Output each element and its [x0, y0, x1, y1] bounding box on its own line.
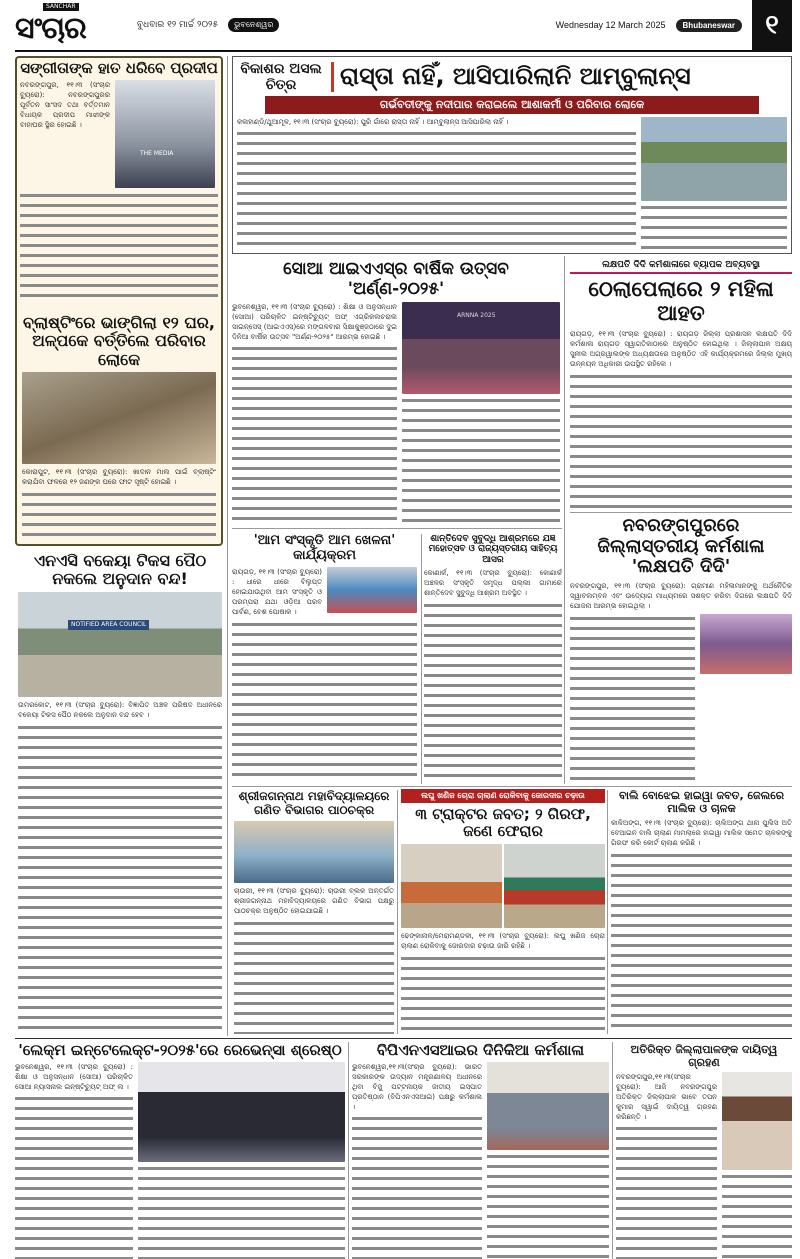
page-number: ୧	[752, 0, 792, 50]
story-khelana	[232, 534, 417, 782]
photo-bpnsa-workshop	[487, 1062, 609, 1150]
date-english: Wednesday 12 March 2025	[555, 20, 666, 30]
city-english-badge: Bhubaneswar	[676, 19, 742, 32]
photo-couple	[115, 80, 215, 188]
story-soa	[232, 260, 560, 524]
photo-nac-office	[18, 592, 222, 697]
date-odia: ବୁଧବାର ୧୨ ମାର୍ଚ୍ଚ ୨୦୨୫	[137, 20, 219, 30]
headline-khelana: 'ଆମ ସଂସ୍କୃତି ଆମ ଖେଳନା' କାର୍ଯ୍ୟକ୍ରମ	[253, 534, 396, 563]
body-text-lines	[611, 851, 792, 1034]
photo-jagannath-seminar	[234, 821, 394, 883]
body-thelapela: ରାୟଗଡ଼, ୧୧।୩ (ସଂଚାର ବ୍ୟୁରୋ) : ରାୟଗଡ଼ ଜିଲ୍ଲା ପ୍ରଶାସନ ଲକ୍ଷପତି ଦିଦି କର୍ମଶାଳା ରାୟଗଡ଼ ସ୍ୱାଗତିକାଠାରେ ଅନୁଷ୍ଠିତ ହୋଇଥିଲା । ଜିଲ୍ଲାପାଳ ଅକ୍ଷୟ ସୁନୀଲ ଅଗ୍ରୱାଲଙ୍କ ଅଧ୍ୟକ୍ଷତାରେ ଅନୁଷ୍ଠିତ ଏହି କାର୍ଯ୍ୟକ୍ରମରେ ଜିଲ୍ଲା ମୁଖ୍ୟ ଉନ୍ନୟନ ଅଧିକାରୀ ଉପସ୍ଥିତ ରହିଲେ ।	[570, 329, 792, 368]
column-divider	[348, 1042, 349, 1259]
body-blasting: କୋରାପୁଟ, ୧୧।୩ (ସଂଚାର ବ୍ୟୁରୋ): ଖାଦାନ ମାଲ ପାଇଁ ବ୍ଲାଷ୍ଟିଂ କରାଯିବା ଫଳରେ ୧୨ ଜଣଙ୍କ ଘରେ ଫାଟ ସୃଷ୍ଟି ହୋଇଛି ।	[22, 468, 216, 487]
photo-caption: NOTIFIED AREA COUNCIL	[68, 620, 149, 630]
headline-soa: ସୋଆ ଆଇଏଏସ୍‌ର ବାର୍ଷିକ ଉତ୍ସବ 'ଅର୍ଣ୍ଣ-୨୦୨୫'	[283, 260, 509, 299]
body-lakme: ଭୁବନେଶ୍ୱର, ୧୧।୩ (ସଂଚାର ବ୍ୟୁରୋ) : ଶିକ୍ଷା ଓ ଅନୁସନ୍ଧାନ (ସୋଆ) ପରିଚାଳିତ ସୋଆ ନ୍ୟାସନାଲ ଇନ୍‌ଷ୍ଟିଚ୍ୟୁଟ୍ ଅଫ୍ ଲ ।	[15, 1063, 133, 1092]
story-hywa	[611, 790, 792, 1034]
city-odia-badge: ଭୁବନେଶ୍ୱର	[228, 18, 279, 32]
masthead	[15, 0, 792, 50]
body-text-lines	[18, 723, 222, 1034]
headline-jagannath: ଶ୍ରୀଜଗନ୍ନାଥ ମହାବିଦ୍ୟାଳୟରେ ଗଣିତ ବିଭାଗର ପାଠଚକ୍ର	[238, 790, 390, 817]
story-adm	[616, 1044, 792, 1259]
section-divider	[232, 528, 562, 529]
headline-adm: ଅତିରିକ୍ତ ଜିଲ୍ଲାପାଳଙ୍କ ଦାୟିତ୍ୱ ଗ୍ରହଣ	[630, 1044, 778, 1069]
body-ambulance: କଳାହାଣ୍ଡି/ଥୁଆମୂଳ, ୧୧।୩ (ସଂଚାର ବ୍ୟୁରୋ): ପୁରି ଗାଁରେ ରାସ୍ତା ନାହିଁ । ଆମ୍ବୁଲାନ୍ସ ଆସିପାରିଲା ନାହିଁ ।	[237, 118, 509, 127]
body-text-lines	[138, 1164, 345, 1259]
headline-thelapela: ଠେଲାପେଲାରେ ୨ ମହିଳା ଆହତ	[588, 277, 774, 326]
headline-lakme: 'ଲେକ୍ମ ଇନ୍‌ଟେଲେକ୍ଟ-୨୦୨୫'ରେ ରେଭେନ୍ସା ଶ୍ରେଷ୍ଠ	[18, 1042, 342, 1059]
column-divider	[227, 56, 228, 1036]
photo-tractor-1	[401, 844, 502, 928]
headline-lakhpati: ନବରଙ୍ଗପୁରରେ ଜିଲ୍ଲାସ୍ତରୀୟ କର୍ମଶାଳା 'ଲକ୍ଷପତି ଦିଦି'	[597, 516, 765, 578]
headline-hywa: ବାଲି ବୋଝେଇ ହାଇୱା ଜବତ, ଜେଲରେ ମାଲିକ ଓ ଚାଳକ	[618, 790, 785, 815]
story-bpnsa	[352, 1042, 609, 1259]
body-text-lines	[722, 1172, 792, 1259]
body-khelana: ରାୟଗଡ଼, ୧୧।୩ (ସଂଚାର ବ୍ୟୁରୋ) : ଧୀରେ ଧୀରେ ବିଲୁପ୍ତ ହୋଇଯାଉଥିବା ଆମ ସଂସ୍କୃତି ଓ ପରମ୍ପରା ଯଥା ଓଡ଼ିଆ ପରବ ପାର୍ବଣ, ବେଶ ପୋଷାକ ।	[232, 567, 322, 616]
column-divider	[397, 790, 398, 1034]
newspaper-logo: ସଂଚାର	[15, 11, 86, 46]
story-tractor	[401, 789, 605, 1034]
body-text-lines	[641, 203, 787, 249]
column-divider	[607, 790, 608, 1034]
headline-tractor: ୩ ଟ୍ରାକ୍ଟର ଜବତ; ୨ ଗିରଫ, ଜଣେ ଫେରାର	[415, 805, 591, 841]
body-sangita: ନବରଙ୍ଗପୁର, ୧୧।୩ (ସଂଚାର ବ୍ୟୁରୋ): ନବରଙ୍ଗପୁରର ପୂର୍ବତନ ସାଂସଦ ତଥା ବର୍ତ୍ତମାନ ବିଧାୟକ ପ୍ରଦୀପ ମାଝୀଙ୍କ ବାହାଘର ସ୍ଥିର ହୋଇଛି ।	[20, 81, 110, 130]
photo-lakme-winners	[138, 1062, 345, 1162]
story-ambulance	[232, 56, 792, 254]
body-shantideb: କୋଣାର୍କ, ୧୧।୩ (ସଂଚାର ବ୍ୟୁରୋ): କୋଣାର୍କ ଅଞ୍ଚଳର ସଂସ୍କୃତି ସମୃଦ୍ଧ ପଲ୍ଲୀ ଗାମାରେ ଶାନ୍ତିଦେବ ସୁବୁଦ୍ଧି ଆଶ୍ରମ ଅବସ୍ଥିତ ।	[424, 569, 562, 598]
body-text-lines	[232, 620, 417, 782]
column-divider	[612, 1042, 613, 1259]
photo-soa-event	[402, 302, 560, 394]
headline-blasting: ବ୍ଲାଷ୍ଟିଂରେ ଭାଙ୍ଗିଲା ୧୨ ଘର, ଅଳ୍ପକେ ବର୍ତ୍ତିଲେ ପରିବାର ଲୋକେ	[23, 314, 215, 369]
section-divider	[570, 512, 792, 513]
photo-adm-portrait	[722, 1072, 792, 1170]
photo-damaged-house	[22, 372, 216, 464]
story-thelapela	[570, 260, 792, 508]
story-sangita	[20, 60, 218, 304]
column-divider	[564, 256, 565, 784]
body-text-lines	[20, 191, 218, 304]
logo-tagline: SANCHAR	[43, 3, 79, 11]
body-text-lines	[234, 919, 394, 1034]
body-text-lines	[401, 954, 605, 1035]
body-text-lines	[15, 1094, 133, 1259]
photo-river-crossing	[641, 117, 787, 201]
story-jagannath	[234, 790, 394, 1034]
kicker-tractor: ଲଘୁ ଖଣିଜ ଚୋରା ଚାଲାଣ ରୋକିବାକୁ ଜୋରଦାର ଚଢ଼ାଉ	[401, 789, 605, 803]
story-lakhpati	[570, 516, 792, 782]
story-nac	[18, 552, 222, 1034]
body-text-lines	[424, 601, 562, 782]
column-divider	[421, 534, 422, 784]
kicker-thelapela: ଲକ୍ଷପତି ଦିଦି କର୍ମଶାଳାରେ ବ୍ୟାପକ ଅବ୍ୟବସ୍ଥା	[570, 260, 792, 274]
body-lakhpati: ନବରଙ୍ଗପୁର, ୧୧।୩ (ସଂଚାର ବ୍ୟୁରୋ): ଗ୍ରାମୀଣ ମହିଳାମାନଙ୍କୁ ଅର୍ଥନୈତିକ ସ୍ୱାବଲମ୍ବନ ଏବଂ ଉଦ୍ୟୋଗ ମାଧ୍ୟମରେ ସଶକ୍ତ କରିବା ଦିଗରେ ଲକ୍ଷପତି ଦିଦି ଯୋଜନା ଆରମ୍ଭ ହୋଇଥିଲା ।	[570, 582, 792, 611]
body-tractor: ଢେଙ୍କାନାଳ/ମେରାମଣ୍ଡଳୀ, ୧୧।୩ (ସଂଚାର ବ୍ୟୁରୋ): ଲଘୁ ଖଣିଜ ଚୋରା ଚାଲାଣ ରୋକିବାକୁ ଜୋରଦାର ଚଢ଼ାଉ ଜାରି ରହିଛି ।	[401, 931, 605, 950]
body-text-lines	[570, 614, 695, 782]
body-bpnsa: ଭୁବନେଶ୍ୱର,୧୧।୩(ସଂଚାର ବ୍ୟୁରୋ): ଭାରତ ସରକାରଙ୍କ ଉଦ୍ୟାନ ମନ୍ତ୍ରଣାଳୟ ଅଧୀନରେ ଥିବା ବିଜୁ ପଟ୍ଟନାୟକ ଜାତୀୟ ଇସ୍ପାତ ପ୍ରତିଷ୍ଠାନ (ବିପିଏନଏସଆଇ) ପକ୍ଷରୁ କର୍ମଶାଳା ।	[352, 1063, 482, 1112]
story-shantideb	[424, 534, 562, 782]
headline-sangita: ସଙ୍ଗୀତାଙ୍କ ହାତ ଧରିବେ ପ୍ରଦୀପ	[20, 60, 218, 77]
headline-nac: ଏନଏସି ବକେୟା ଟିକସ ପୈଠ ନକଲେ ଅନୁଦାନ ବନ୍ଦ!	[33, 552, 207, 589]
body-text-lines	[570, 372, 792, 508]
photo-lakhpati-workshop	[700, 614, 792, 674]
photo-khelana-group	[327, 567, 417, 613]
story-lakme	[15, 1042, 345, 1259]
body-adm: ନବରଙ୍ଗପୁର,୧୧।୩(ସଂଚାର ବ୍ୟୁରୋ): ଆଜି ନବରଙ୍ଗପୁର ଅତିରିକ୍ତ ଜିଲ୍ଲାପାଳ ଭାବେ ତପନ କୁମାର ସ୍ୱାଇଁ ଦାୟିତ୍ୱ ଗ୍ରହଣ କରିଛନ୍ତି ।	[616, 1073, 717, 1122]
body-text-lines	[616, 1124, 717, 1259]
photo-caption: ARNNA 2025	[457, 312, 496, 320]
body-text-lines	[402, 396, 560, 524]
headline-bpnsa: ବିପିଏନଏସଆଇର ଦିନିକିଆ କର୍ମଶାଳା	[376, 1042, 585, 1059]
section-divider	[15, 1038, 792, 1039]
photo-caption: THE MEDIA	[140, 150, 174, 158]
masthead-rule	[15, 50, 792, 52]
kicker-ambulance: ବିକାଶର ଅସଲ ଚିତ୍ର	[240, 61, 322, 94]
body-text-lines	[352, 1114, 482, 1259]
logo-block	[15, 3, 127, 47]
story-blasting	[22, 314, 216, 542]
body-text-lines	[237, 129, 636, 249]
subhead-ambulance: ଗର୍ଭବତୀଙ୍କୁ ନଦୀପାର କରାଇଲେ ଆଶାକର୍ମୀ ଓ ପରିବାର ଲୋକେ	[265, 96, 759, 114]
body-nac: ଉମରକୋଟ, ୧୧।୩ (ସଂଚାର ବ୍ୟୁରୋ): ବିଜ୍ଞାପିତ ଅଞ୍ଚଳ ପରିଷଦ ଅଧୀନରେ ବକେୟା ଟିକସ ପୈଠ ନକଲେ ଅନୁଦାନ ବନ୍ଦ ହେବ ।	[18, 700, 222, 719]
section-divider	[232, 786, 792, 787]
body-jagannath: ଚାଉରୀ, ୧୧।୩ (ସଂଚାର ବ୍ୟୁରୋ): ଚାଉରୀ ବ୍ଲକ ଅନ୍ତର୍ଗତ ଶ୍ରୀଜଗନ୍ନାଥ ମହାବିଦ୍ୟାଳୟରେ ଗଣିତ ବିଭାଗ ପକ୍ଷରୁ ପାଠଚକ୍ର ଅନୁଷ୍ଠିତ ହୋଇଯାଇଛି ।	[234, 886, 394, 915]
headline-shantideb: ଶାନ୍ତିଦେବ ସୁବୁଦ୍ଧି ଆଶ୍ରମରେ ଯଜ୍ଞ ମହୋତ୍ସବ ଓ ରାଜ୍ୟସ୍ତରୀୟ ସାହିତ୍ୟ ଆସର	[428, 534, 558, 565]
photo-tractor-2	[504, 844, 605, 928]
body-text-lines	[232, 344, 397, 524]
headline-ambulance: ରାସ୍ତା ନାହିଁ, ଆସିପାରିଲାନି ଆମ୍ବୁଲାନ୍ସ	[340, 62, 691, 91]
body-text-lines	[487, 1152, 609, 1259]
body-text-lines	[22, 490, 216, 542]
body-soa: ଭୁବନେଶ୍ୱର, ୧୧।୩ (ସଂଚାର ବ୍ୟୁରୋ) : ଶିକ୍ଷା ଓ ଅନୁସନ୍ଧାନ (ସୋଆ) ପରିଚାଳିତ ଇନ୍‌ଷ୍ଟିଚ୍ୟୁଟ୍ ଅଫ୍ ଏଗ୍ରିକଲଚରାଲ ସାଇନ୍‌ସେସ୍ (ଆଇଏଏସ୍)ରେ ମଙ୍ଗଳବାର ସିକ୍ଷାକୁଞ୍ଜଠାରେ ଦୁଇ ଦିନିଆ ବାର୍ଷିକ ଉତ୍ସବ "ଅର୍ଣ୍ଣ-୨୦୨୫" ଆରମ୍ଭ ହୋଇଛି ।	[232, 303, 397, 342]
body-hywa: କାଳିଅଙ୍ଗ, ୧୧।୩ (ସଂଚାର ବ୍ୟୁରୋ): ଚାଲିଅଙ୍ଗ ଥାନା ପୁଲିସ ଅତି ବେଆଇନ ବାଲି ଚାଲାଣ ମାମଲାରେ ହାଇୱା ମାଲିକ ସମେତ ଚାଳକଙ୍କୁ ଗିରଫ କରି କୋର୍ଟ ଚାଲାଣ କରିଛି ।	[611, 819, 792, 848]
kicker-divider	[331, 62, 334, 92]
